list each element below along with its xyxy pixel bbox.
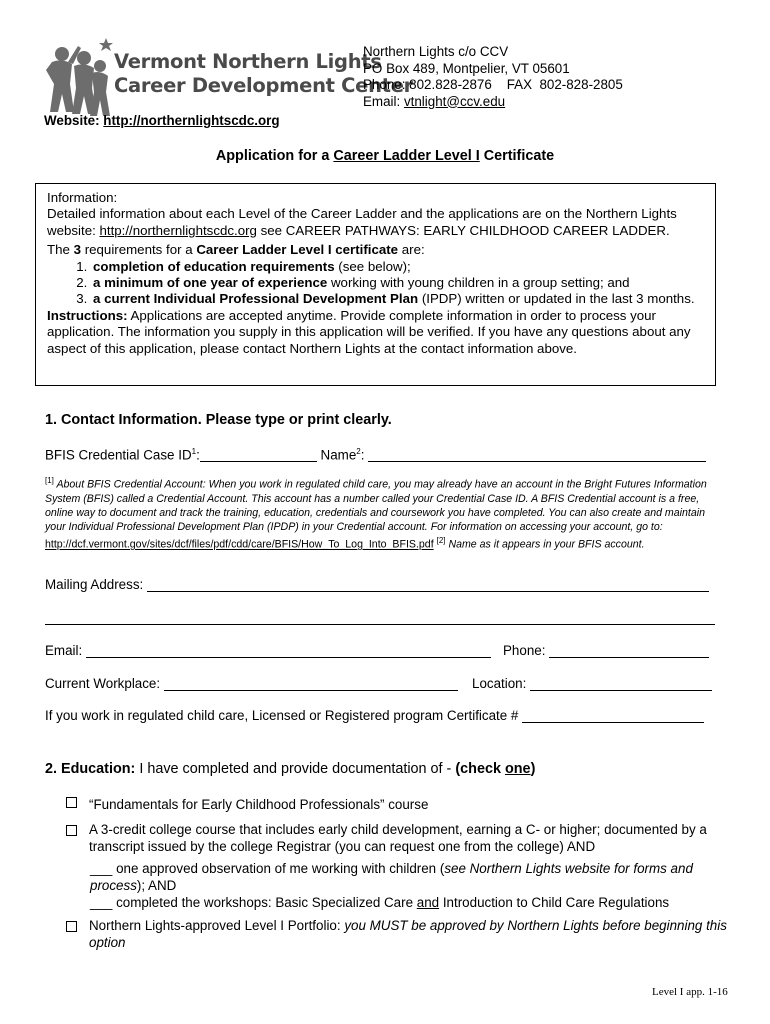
instructions: [47, 308, 712, 357]
section2-one: one: [504, 761, 531, 777]
section1-heading: 1. Contact Information. Please type or print clearly.: [45, 412, 392, 428]
sub1-b: ); AND: [136, 878, 177, 893]
sub1-a: one approved observation of me working with children (: [112, 861, 445, 876]
opt1-text: “Fundamentals for Early Childhood Professionals” course: [89, 797, 429, 812]
phone-row: [503, 643, 709, 658]
footnote-mark-2: [2]: [436, 536, 446, 546]
sub2-a: completed the workshops: Basic Specialized Care: [112, 895, 417, 910]
section2-heading: [45, 761, 535, 777]
req3-bold: a current Individual Professional Development Plan: [93, 291, 419, 307]
instructions-label: Instructions:: [47, 307, 128, 323]
opt3-italic: you MUST be approved by Northern Lights before beginning this option: [89, 918, 727, 950]
section2-heading-bold: 2. Education:: [45, 761, 136, 777]
fundamentals-checkbox[interactable]: [66, 797, 77, 808]
req1-bold: completion of education requirements: [93, 258, 335, 274]
college-sub-workshops: [90, 894, 730, 911]
email-link[interactable]: vtnlight@ccv.edu: [403, 93, 506, 109]
location-label: Location:: [472, 676, 527, 691]
req-intro-a: The: [47, 242, 74, 258]
mailing-row: [45, 577, 709, 592]
contact-block: [363, 44, 623, 110]
bfis-help-link[interactable]: http://dcf.vermont.gov/sites/dcf/files/pdf/cdd/care/BFIS/How_To_Log_Into_BFIS.pdf: [45, 538, 434, 551]
workplace-field[interactable]: [164, 677, 458, 691]
opt3-a: Northern Lights-approved Level I Portfolio:: [89, 918, 345, 933]
email-row: [45, 643, 491, 658]
certificate-label: If you work in regulated child care, Licensed or Registered program Certificate #: [45, 708, 519, 723]
req2-bold: a minimum of one year of experience: [93, 275, 328, 291]
portfolio-checkbox[interactable]: [66, 921, 77, 932]
page-footer: Level I app. 1-16: [652, 986, 728, 998]
workshops-blank[interactable]: ___: [90, 895, 113, 910]
footnote-text-2: Name as it appears in your BFIS account.: [445, 538, 645, 551]
education-option-college: [66, 821, 736, 855]
title-emph: Career Ladder Level I: [333, 148, 480, 164]
instructions-text: Applications are accepted anytime. Provide complete information in order to process your application. The information you supply in this application will be verified. If you have any questions about any aspect of this application, please contact Northern Lights at the contact information above.: [47, 307, 691, 356]
workplace-label: Current Workplace:: [45, 676, 161, 691]
footnote: [45, 474, 720, 552]
req-intro-b: requirements for a: [81, 242, 197, 258]
opt2-text: A 3-credit college course that includes early child development, earning a C- or higher; documented by a transcript issued by the college Registrar (you can request one from the college) AND: [89, 822, 707, 854]
website-line: [44, 113, 280, 128]
info-text-2: see CAREER PATHWAYS: EARLY CHILDHOOD CAREER LADDER.: [256, 222, 670, 238]
req1-rest: (see below);: [334, 258, 411, 274]
observation-blank[interactable]: ___: [90, 861, 113, 876]
email-label: Email:: [363, 93, 404, 109]
bfis-sup: 1: [191, 447, 197, 456]
sub2-and: and: [416, 895, 440, 910]
location-row: [472, 676, 712, 691]
req-intro-c: are:: [398, 242, 425, 258]
email-field[interactable]: [86, 644, 491, 658]
requirements-list: [47, 259, 712, 308]
bfis-label: BFIS Credential Case ID: [45, 447, 192, 463]
page-title: [0, 148, 770, 164]
section2-check: (check: [455, 761, 505, 777]
info-website-link[interactable]: http://northernlightscdc.org: [99, 222, 257, 238]
location-field[interactable]: [530, 677, 712, 691]
children-silhouette-logo-icon: [44, 36, 116, 120]
name-sup: 2: [356, 447, 361, 456]
req-cert-name: Career Ladder Level I certificate: [196, 242, 399, 258]
section2-heading-text: I have completed and provide documentation of -: [135, 761, 456, 777]
email-field-label: Email:: [45, 643, 83, 658]
title-prefix: Application for a: [215, 148, 334, 164]
contact-line-org: Northern Lights c/o CCV: [363, 44, 509, 59]
college-course-checkbox[interactable]: [66, 825, 77, 836]
website-label: Website:: [44, 113, 104, 128]
section2-close: ): [530, 761, 536, 777]
information-content: Information: Detailed information about each Level of the Career Ladder and the applications are on the Northern Lights website: http://northernlightscdc.org see CAREER PATHWAYS: EARLY CHILDHOOD CAREER LADDER. The 3 requirements for a Career Ladder Level I certificate are: 1. completion of education requirements (see below); 2. a minimum of one year of experience working with young children in a group setting; and 3. a current Individual Professional Development Plan (IPDP) written or updated in the last 3 months. Instructions: Applications are accepted anytime. Provide complete information in order to process your application. The information you supply in this application will be verified. If you have any questions about any aspect of this application, please contact Northern Lights at the contact information above.: [47, 190, 712, 357]
education-option-portfolio: [66, 917, 736, 951]
requirement-item: [91, 275, 712, 291]
mailing-address-field[interactable]: [147, 578, 709, 592]
logo-title-line1: Vermont Northern Lights: [114, 50, 382, 73]
footnote-text-1: About BFIS Credential Account: When you work in regulated child care, you may already have an account in the Bright Futures Information System (BFIS) called a Credential Account. This account has a number called your Credential Case ID. A BFIS Credential account is a free, online way to document and track the training, education, credentials and coursework you have completed. You can also create and maintain your Individual Professional Development Plan (IPDP) in your Credential account. For information on accessing your account, go to:: [45, 478, 707, 534]
phone-field[interactable]: [549, 644, 709, 658]
info-paragraph: [47, 206, 712, 239]
name-label: Name: [320, 447, 357, 463]
title-suffix: Certificate: [479, 148, 555, 164]
requirement-item: [91, 291, 712, 307]
contact-line-phone: Phone: 802.828-2876 FAX 802-828-2805: [363, 77, 623, 92]
mailing-label: Mailing Address:: [45, 577, 144, 592]
req-count: 3: [73, 242, 82, 258]
req2-rest: working with young children in a group setting; and: [327, 275, 630, 291]
footnote-mark-1: [1]: [45, 476, 54, 485]
sub2-b: Introduction to Child Care Regulations: [439, 895, 670, 910]
logo-title-line2: Career Development Center: [114, 74, 413, 97]
requirement-item: [91, 259, 712, 275]
contact-line-email: [363, 94, 623, 111]
workplace-row: [45, 676, 458, 691]
sub1-italic: see Northern Lights website for forms and process: [90, 861, 693, 893]
info-heading: Information: [47, 190, 114, 205]
requirements-intro: [47, 242, 712, 258]
name-field[interactable]: [368, 448, 706, 462]
education-option-fundamentals: [66, 796, 736, 813]
phone-label: Phone:: [503, 643, 546, 658]
bfis-row: BFIS Credential Case $ID^1$: Name$^2$:: [45, 447, 706, 462]
info-text: Detailed information about each Level of the Career Ladder and the applications are on the Northern Lights website:: [47, 206, 677, 238]
contact-line-address: PO Box 489, Montpelier, VT 05601: [363, 60, 570, 76]
req3-rest: (IPDP) written or updated in the last 3 months.: [418, 291, 695, 307]
bfis-id-field[interactable]: [200, 448, 317, 462]
college-sub-observation: [90, 860, 730, 894]
website-link[interactable]: http://northernlightscdc.org: [103, 113, 280, 128]
certificate-row: [45, 708, 704, 723]
mailing-address-field-2[interactable]: [45, 624, 715, 625]
certificate-number-field[interactable]: [522, 709, 704, 723]
